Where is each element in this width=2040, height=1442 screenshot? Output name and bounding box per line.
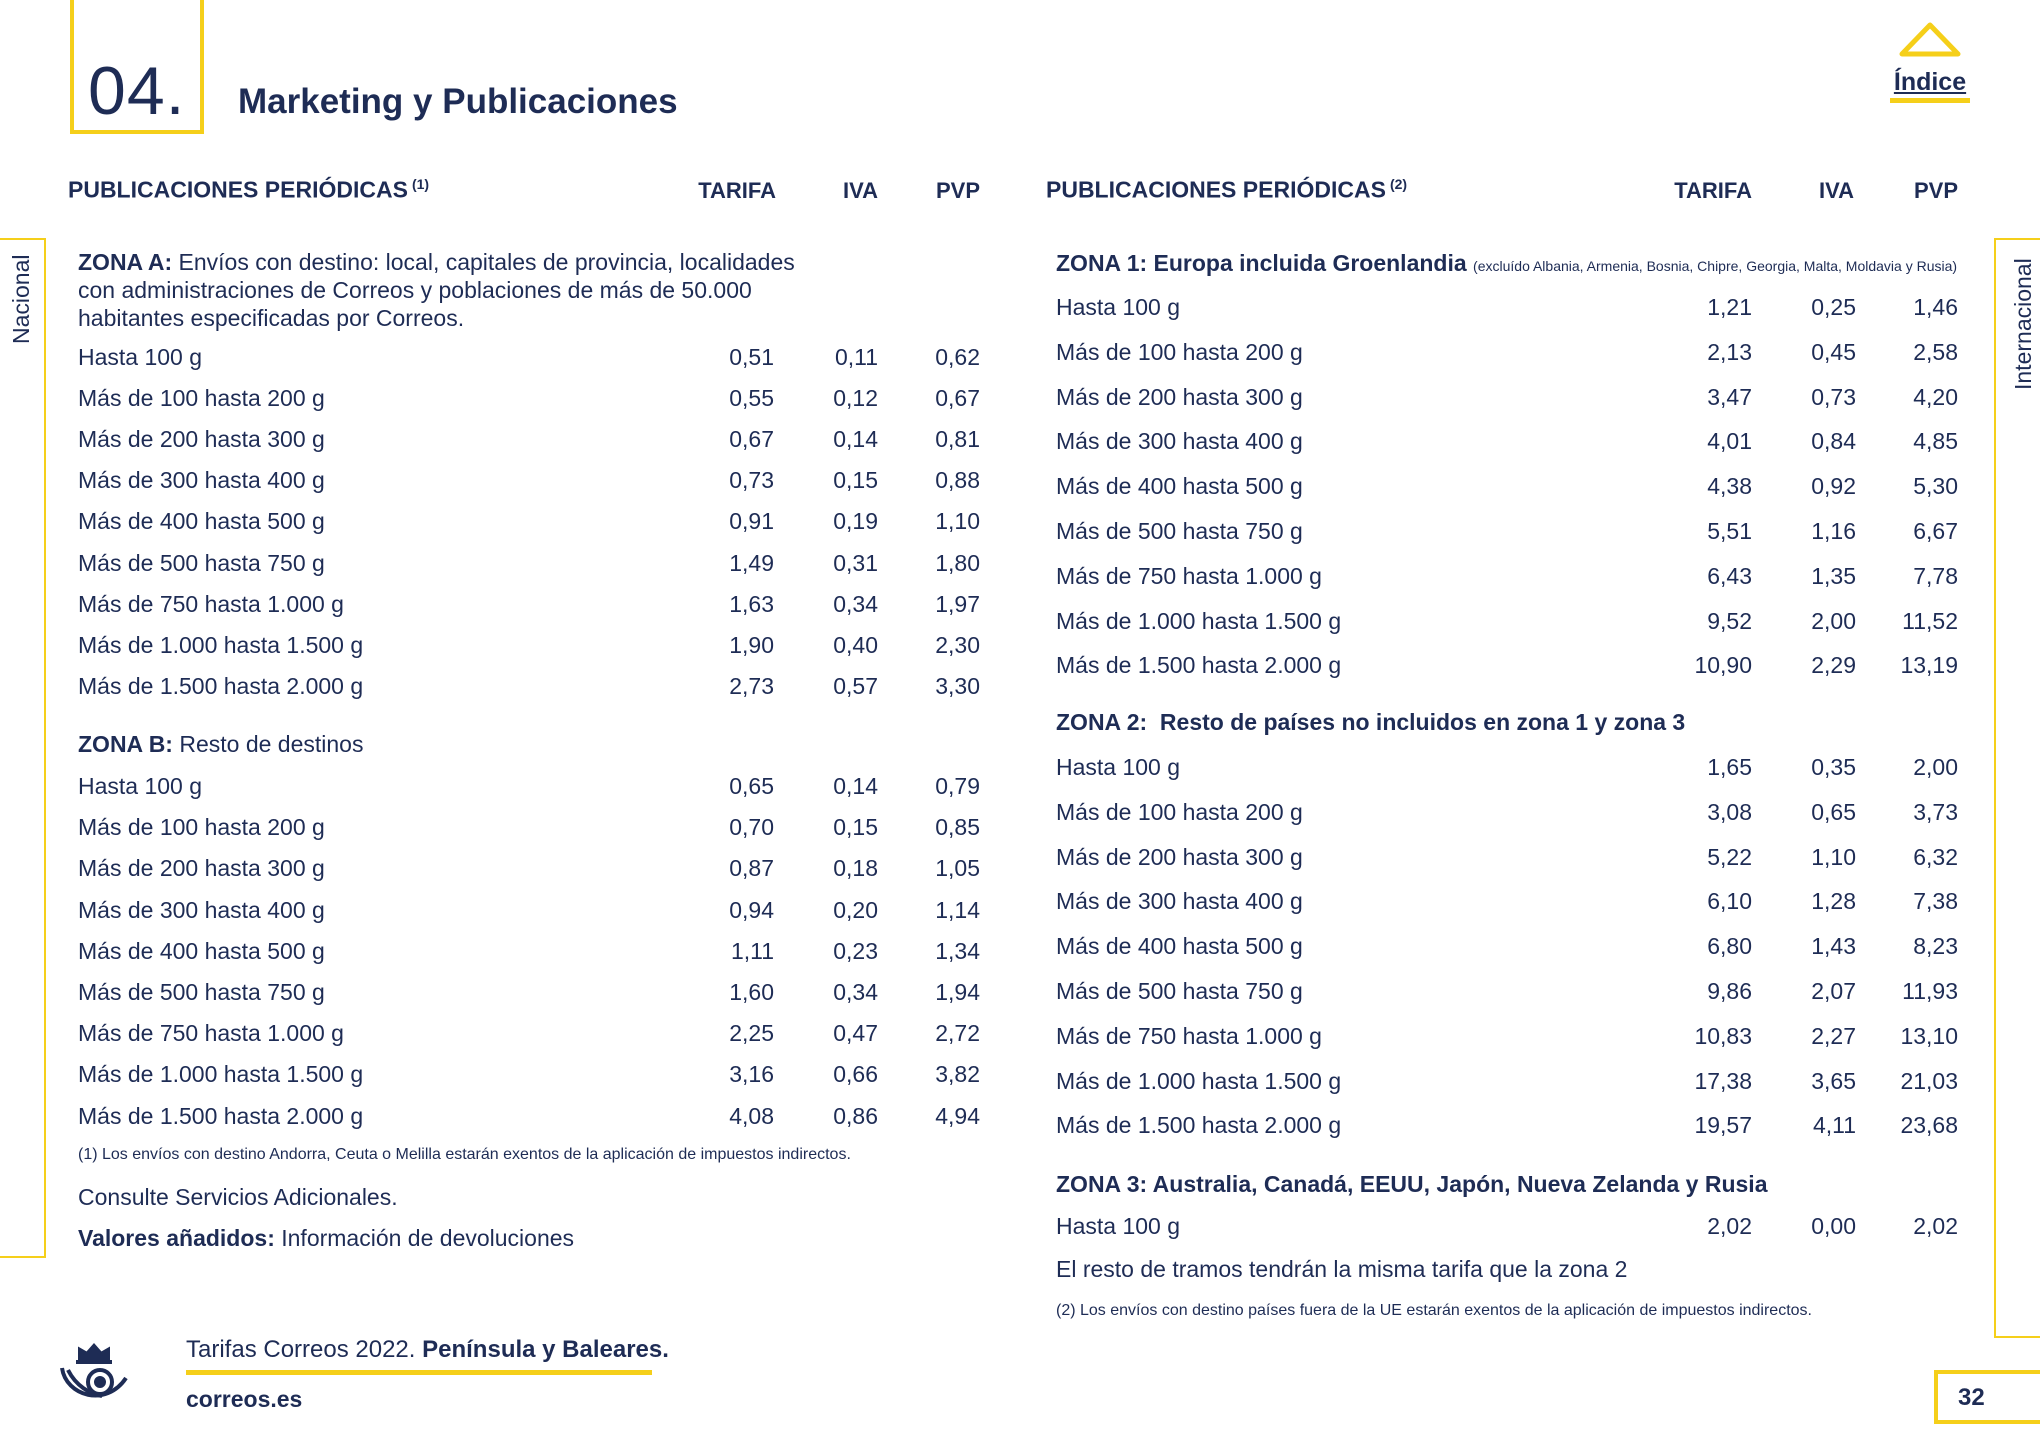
- row-label: Más de 400 hasta 500 g: [78, 937, 325, 964]
- row-tarifa: 1,21: [1707, 294, 1752, 320]
- zone-b-label: ZONA B:: [78, 731, 173, 757]
- row-iva: 0,57: [833, 672, 878, 699]
- row-tarifa: 2,73: [729, 672, 774, 699]
- row-pvp: 0,85: [935, 814, 980, 841]
- page-title: Marketing y Publicaciones: [238, 82, 678, 121]
- table-row: [1056, 844, 1966, 876]
- row-iva: 0,66: [833, 1061, 878, 1088]
- table-row: [78, 467, 978, 499]
- row-iva: 1,28: [1811, 888, 1856, 915]
- row-tarifa: 0,55: [729, 385, 774, 412]
- row-label: Más de 100 hasta 200 g: [78, 385, 325, 412]
- table-row: [78, 426, 978, 458]
- row-iva: 1,10: [1811, 843, 1856, 870]
- row-tarifa: 1,63: [729, 590, 774, 617]
- row-iva: 0,20: [833, 896, 878, 923]
- left-footnote: (1) Los envíos con destino Andorra, Ceuta o Melilla estarán exentos de la aplicación de impuestos indirectos.: [78, 1146, 851, 1163]
- row-pvp: 1,10: [935, 508, 980, 535]
- row-iva: 0,35: [1811, 754, 1856, 780]
- zone-b-desc: Resto de destinos: [179, 731, 364, 757]
- row-iva: 1,35: [1811, 562, 1856, 589]
- row-pvp: 2,00: [1913, 754, 1958, 780]
- row-tarifa: 9,52: [1707, 607, 1752, 634]
- row-pvp: 5,30: [1913, 473, 1958, 500]
- row-pvp: 1,14: [935, 896, 980, 923]
- row-label: Más de 200 hasta 300 g: [1056, 843, 1303, 870]
- row-tarifa: 3,16: [729, 1061, 774, 1088]
- row-pvp: 0,62: [935, 344, 980, 370]
- zone-a-desc-line1: Envíos con destino: local, capitales de provincia, localidades: [178, 249, 795, 275]
- row-iva: 0,84: [1811, 428, 1856, 455]
- row-tarifa: 1,90: [729, 631, 774, 658]
- row-label: Más de 500 hasta 750 g: [78, 979, 325, 1005]
- row-iva: 3,65: [1811, 1067, 1856, 1094]
- row-label: Más de 1.000 hasta 1.500 g: [78, 631, 364, 658]
- row-tarifa: 4,08: [729, 1102, 774, 1129]
- table-row: [1056, 428, 1966, 460]
- row-tarifa: 0,91: [729, 508, 774, 535]
- right-col-iva: IVA: [1818, 178, 1854, 203]
- row-tarifa: 2,02: [1707, 1213, 1752, 1239]
- table-row: [78, 385, 978, 417]
- table-row: [1056, 1112, 1966, 1144]
- row-label: Más de 750 hasta 1.000 g: [78, 590, 344, 617]
- row-label: Más de 500 hasta 750 g: [1056, 518, 1303, 544]
- table-row: [78, 508, 978, 540]
- row-label: Más de 1.500 hasta 2.000 g: [1056, 1112, 1342, 1139]
- table-row: [78, 591, 978, 623]
- row-tarifa: 3,47: [1707, 383, 1752, 410]
- added-values-label: Valores añadidos:: [78, 1225, 275, 1251]
- row-iva: 2,27: [1811, 1022, 1856, 1049]
- row-iva: 0,73: [1811, 383, 1856, 410]
- brand-prefix: Tarifas Correos 2022.: [186, 1336, 416, 1363]
- row-tarifa: 6,10: [1707, 888, 1752, 915]
- row-label: Más de 1.000 hasta 1.500 g: [78, 1061, 364, 1088]
- row-pvp: 2,58: [1913, 338, 1958, 365]
- brand-underline-bar: [186, 1370, 652, 1375]
- row-tarifa: 0,65: [729, 773, 774, 799]
- zone-1-title: [1056, 249, 1957, 280]
- row-iva: 0,11: [834, 344, 878, 370]
- right-footnote: (2) Los envíos con destino países fuera de la UE estarán exentos de la aplicación de impuestos indirectos.: [1056, 1302, 1812, 1319]
- consult-additional-services: Consulte Servicios Adicionales.: [78, 1184, 398, 1210]
- row-label: Hasta 100 g: [1056, 294, 1181, 320]
- row-pvp: 1,94: [935, 979, 980, 1005]
- row-pvp: 4,20: [1913, 383, 1958, 410]
- row-tarifa: 2,13: [1707, 338, 1752, 365]
- row-tarifa: 1,65: [1707, 754, 1752, 780]
- row-label: Más de 1.500 hasta 2.000 g: [78, 1102, 364, 1129]
- row-tarifa: 0,67: [729, 426, 774, 453]
- row-pvp: 0,88: [935, 467, 980, 494]
- row-pvp: 0,67: [935, 385, 980, 412]
- row-iva: 0,86: [833, 1102, 878, 1129]
- row-tarifa: 0,51: [729, 344, 774, 370]
- row-iva: 0,65: [1811, 798, 1856, 825]
- table-row: [1056, 1068, 1966, 1100]
- row-tarifa: 17,38: [1694, 1067, 1752, 1094]
- row-label: Hasta 100 g: [1056, 1213, 1181, 1239]
- left-heading-text: PUBLICACIONES PERIÓDICAS: [68, 176, 408, 203]
- row-pvp: 4,94: [935, 1102, 980, 1129]
- zone-3-label: ZONA 3: Australia, Canadá, EEUU, Japón, Nueva Zelanda y Rusia: [1056, 1171, 1768, 1197]
- added-values-text: Información de devoluciones: [281, 1225, 575, 1251]
- zone-a-desc-line3: habitantes especificadas por Correos.: [78, 305, 465, 331]
- row-tarifa: 10,83: [1694, 1022, 1752, 1049]
- zone-a-title: [78, 248, 838, 332]
- site-link[interactable]: correos.es: [186, 1386, 303, 1412]
- index-underline-bar: [1890, 98, 1970, 103]
- row-tarifa: 0,87: [729, 855, 774, 882]
- row-tarifa: 4,01: [1707, 428, 1752, 455]
- side-tab-label-internacional: Internacional: [2010, 258, 2036, 390]
- table-row: [1056, 933, 1966, 965]
- table-row: [78, 814, 978, 846]
- row-iva: 0,40: [833, 631, 878, 658]
- row-iva: 0,15: [833, 467, 878, 494]
- row-tarifa: 10,90: [1694, 652, 1752, 679]
- row-tarifa: 0,94: [729, 896, 774, 923]
- row-label: Más de 200 hasta 300 g: [78, 855, 325, 882]
- row-pvp: 1,05: [935, 855, 980, 882]
- table-row: [1056, 1023, 1966, 1055]
- table-row: [78, 344, 978, 376]
- table-row: [1056, 799, 1966, 831]
- row-tarifa: 6,43: [1707, 562, 1752, 589]
- row-pvp: 21,03: [1900, 1067, 1958, 1094]
- row-iva: 0,00: [1811, 1213, 1856, 1239]
- row-iva: 4,11: [1812, 1112, 1856, 1139]
- row-iva: 0,47: [833, 1020, 878, 1047]
- table-row: [1056, 563, 1966, 595]
- side-tab-nacional[interactable]: [0, 238, 46, 1258]
- page-number: 32: [1958, 1384, 1985, 1411]
- zone-2-label: ZONA 2: Resto de países no incluidos en zona 1 y zona 3: [1056, 709, 1686, 735]
- row-pvp: 3,73: [1913, 798, 1958, 825]
- row-label: Hasta 100 g: [78, 344, 203, 370]
- zone-a-desc-line2: con administraciones de Correos y poblaciones de más de 50.000: [78, 277, 752, 303]
- row-pvp: 11,93: [1902, 978, 1958, 1004]
- left-table-heading: [68, 176, 429, 204]
- table-row: [78, 1103, 978, 1135]
- row-iva: 0,31: [833, 549, 878, 576]
- table-row: [1056, 652, 1966, 684]
- zone-3-title: [1056, 1170, 1767, 1198]
- page-number-box: [1934, 1370, 2040, 1424]
- zone-3-remark: El resto de tramos tendrán la misma tarifa que la zona 2: [1056, 1256, 1628, 1282]
- row-label: Más de 1.500 hasta 2.000 g: [78, 672, 364, 699]
- table-row: [1056, 339, 1966, 371]
- table-row: [1056, 384, 1966, 416]
- row-label: Más de 200 hasta 300 g: [78, 426, 325, 453]
- row-tarifa: 0,73: [729, 467, 774, 494]
- row-tarifa: 1,11: [730, 937, 774, 964]
- row-iva: 0,25: [1811, 294, 1856, 320]
- left-col-iva: IVA: [842, 178, 878, 203]
- row-label: Más de 400 hasta 500 g: [78, 508, 325, 535]
- row-pvp: 0,79: [935, 773, 980, 799]
- chapter-number: 04.: [88, 53, 186, 129]
- row-pvp: 13,19: [1900, 652, 1958, 679]
- row-tarifa: 1,60: [729, 979, 774, 1005]
- row-label: Más de 100 hasta 200 g: [78, 814, 325, 841]
- row-pvp: 2,72: [935, 1020, 980, 1047]
- table-row: [78, 1020, 978, 1052]
- row-pvp: 1,34: [935, 937, 980, 964]
- right-table-heading: [1046, 176, 1407, 204]
- row-pvp: 8,23: [1913, 933, 1958, 960]
- added-values: [78, 1225, 574, 1252]
- row-tarifa: 3,08: [1707, 798, 1752, 825]
- table-row: [1056, 888, 1966, 920]
- zone-a-label: ZONA A:: [78, 249, 173, 275]
- table-row: [78, 773, 978, 805]
- house-roof-icon: [1898, 22, 1962, 58]
- table-row: [1056, 294, 1966, 326]
- row-tarifa: 9,86: [1707, 978, 1752, 1004]
- table-row: [1056, 608, 1966, 640]
- left-col-pvp: PVP: [935, 178, 980, 203]
- row-label: Más de 300 hasta 400 g: [78, 896, 325, 923]
- row-pvp: 1,97: [935, 590, 980, 617]
- table-row: [78, 938, 978, 970]
- row-iva: 1,43: [1811, 933, 1856, 960]
- table-row: [78, 632, 978, 664]
- row-pvp: 13,10: [1900, 1022, 1958, 1049]
- row-iva: 0,14: [833, 773, 878, 799]
- row-label: Más de 100 hasta 200 g: [1056, 338, 1303, 365]
- row-tarifa: 1,49: [729, 549, 774, 576]
- row-pvp: 4,85: [1913, 428, 1958, 455]
- row-iva: 0,14: [833, 426, 878, 453]
- row-iva: 0,15: [833, 814, 878, 841]
- table-row: [1056, 1213, 1966, 1245]
- row-tarifa: 6,80: [1707, 933, 1752, 960]
- table-row: [78, 979, 978, 1011]
- row-pvp: 3,30: [935, 672, 980, 699]
- index-link[interactable]: [1890, 22, 1970, 108]
- table-row: [1056, 978, 1966, 1010]
- row-pvp: 2,02: [1913, 1213, 1958, 1239]
- row-iva: 0,34: [833, 590, 878, 617]
- brand-region: Península y Baleares.: [422, 1336, 669, 1363]
- zone-1-note: (excluído Albania, Armenia, Bosnia, Chipre, Georgia, Malta, Moldavia y Rusia): [1473, 258, 1958, 274]
- row-label: Más de 1.000 hasta 1.500 g: [1056, 607, 1342, 634]
- table-row: [1056, 473, 1966, 505]
- row-iva: 0,92: [1811, 473, 1856, 500]
- row-pvp: 11,52: [1902, 607, 1958, 634]
- table-row: [78, 673, 978, 705]
- zone-b-title: [78, 730, 363, 758]
- row-pvp: 6,67: [1913, 518, 1958, 544]
- table-row: [1056, 754, 1966, 786]
- row-iva: 2,07: [1811, 978, 1856, 1004]
- row-tarifa: 4,38: [1707, 473, 1752, 500]
- table-row: [1056, 518, 1966, 550]
- row-iva: 0,18: [833, 855, 878, 882]
- right-col-tarifa: TARIFA: [1674, 178, 1752, 203]
- row-label: Más de 300 hasta 400 g: [1056, 428, 1303, 455]
- row-iva: 1,16: [1811, 518, 1856, 544]
- row-tarifa: 0,70: [729, 814, 774, 841]
- row-tarifa: 19,57: [1694, 1112, 1752, 1139]
- row-iva: 0,45: [1811, 338, 1856, 365]
- row-iva: 0,19: [833, 508, 878, 535]
- row-iva: 2,00: [1811, 607, 1856, 634]
- table-row: [78, 1061, 978, 1093]
- row-label: Más de 200 hasta 300 g: [1056, 383, 1303, 410]
- row-label: Más de 300 hasta 400 g: [1056, 888, 1303, 915]
- index-label: Índice: [1893, 68, 1967, 96]
- row-label: Más de 750 hasta 1.000 g: [1056, 562, 1322, 589]
- correos-crown-horn-icon: [56, 1338, 132, 1410]
- row-label: Hasta 100 g: [1056, 754, 1181, 780]
- row-label: Más de 500 hasta 750 g: [78, 549, 325, 576]
- row-label: Más de 300 hasta 400 g: [78, 467, 325, 494]
- left-col-tarifa: TARIFA: [698, 178, 776, 203]
- brand-tagline: [186, 1336, 669, 1364]
- zone-1-label: ZONA 1: Europa incluida Groenlandia: [1056, 250, 1467, 276]
- row-tarifa: 5,22: [1707, 843, 1752, 870]
- row-label: Hasta 100 g: [78, 773, 203, 799]
- right-heading-footnote-ref: (2): [1389, 176, 1408, 192]
- row-label: Más de 750 hasta 1.000 g: [78, 1020, 344, 1047]
- row-pvp: 7,38: [1913, 888, 1958, 915]
- row-label: Más de 100 hasta 200 g: [1056, 798, 1303, 825]
- row-iva: 0,23: [833, 937, 878, 964]
- row-label: Más de 400 hasta 500 g: [1056, 933, 1303, 960]
- row-label: Más de 1.500 hasta 2.000 g: [1056, 652, 1342, 679]
- row-pvp: 2,30: [935, 631, 980, 658]
- row-pvp: 0,81: [935, 426, 980, 453]
- row-iva: 2,29: [1811, 652, 1856, 679]
- right-col-pvp: PVP: [1913, 178, 1958, 203]
- row-pvp: 6,32: [1913, 843, 1958, 870]
- row-label: Más de 750 hasta 1.000 g: [1056, 1022, 1322, 1049]
- side-tab-label-nacional: Nacional: [8, 254, 34, 344]
- row-label: Más de 500 hasta 750 g: [1056, 978, 1303, 1004]
- row-pvp: 3,82: [935, 1061, 980, 1088]
- row-label: Más de 1.000 hasta 1.500 g: [1056, 1067, 1342, 1094]
- table-row: [78, 550, 978, 582]
- row-pvp: 23,68: [1900, 1112, 1958, 1139]
- row-iva: 0,34: [833, 979, 878, 1005]
- row-pvp: 1,80: [935, 549, 980, 576]
- table-row: [78, 855, 978, 887]
- row-pvp: 1,46: [1913, 294, 1958, 320]
- row-pvp: 7,78: [1913, 562, 1958, 589]
- row-iva: 0,12: [833, 385, 878, 412]
- right-heading-text: PUBLICACIONES PERIÓDICAS: [1046, 176, 1386, 203]
- row-tarifa: 2,25: [729, 1020, 774, 1047]
- zone-2-title: [1056, 708, 1685, 736]
- table-row: [78, 897, 978, 929]
- row-label: Más de 400 hasta 500 g: [1056, 473, 1303, 500]
- left-heading-footnote-ref: (1): [411, 176, 430, 192]
- side-tab-internacional[interactable]: [1994, 238, 2040, 1338]
- row-tarifa: 5,51: [1707, 518, 1752, 544]
